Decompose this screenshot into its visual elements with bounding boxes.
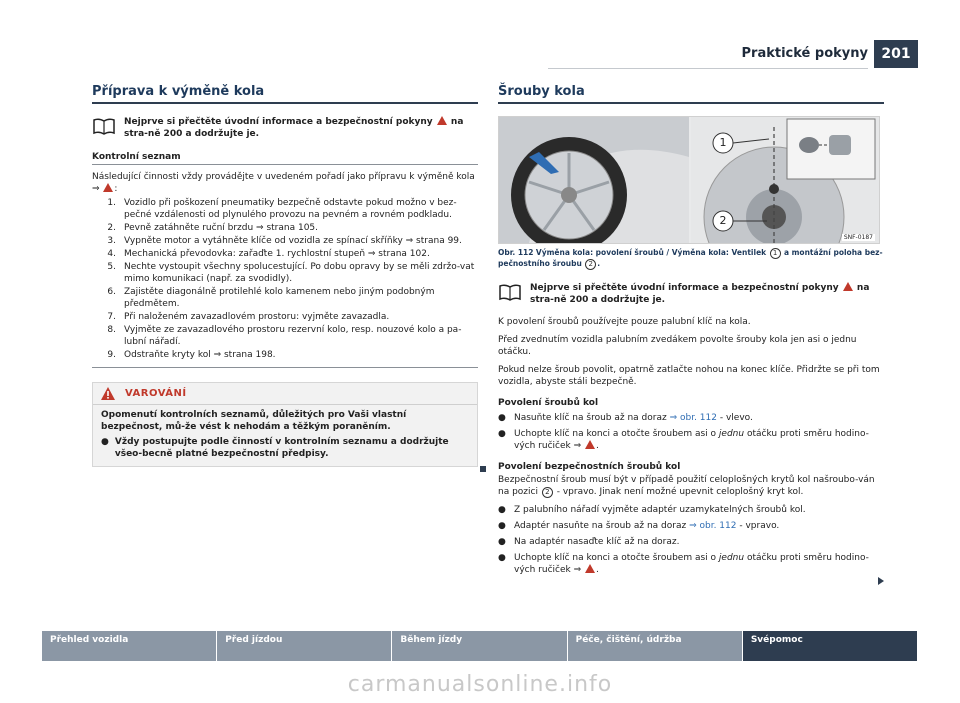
warning-triangle-icon [843,282,853,291]
figure-code: SNF-0187 [843,234,873,241]
section-title-wheel-bolts: Šrouby kola [498,84,884,104]
caption-number-1: 1 [770,248,781,259]
warning-text: Opomenutí kontrolních seznamů, důležitých pro Vaši vlastní bezpečnost, mů-že vést k nehodám a těžkým poraněním. [101,410,407,432]
list-item: ● Uchopte klíč na konci a otočte šroubem asi o jednu otáčku proti směru hodino-vých ručiček ⇒ . [498,429,869,451]
paragraph-1: K povolení šroubů používejte pouze palubní klíč na kola. [498,317,751,327]
step-number: 9. [107,350,116,360]
list-item: ● Adaptér nasuňte na šroub až na doraz ⇒ obr. 112 - vpravo. [498,521,780,531]
warning-bullet: ● Vždy postupujte podle činností v kontrolním seznamu a dodržujte všeo-becně platné bezpečnostní předpisy. [101,437,449,459]
warning-header [93,383,477,405]
position-number-2: 2 [542,487,553,498]
step-number: 6. [107,287,116,297]
step-number: 2. [107,223,116,233]
right-column [498,84,884,576]
paragraph-4: Bezpečnostní šroub musí být v případě použití celoplošných krytů kol našroubo-ván na pozici 2 - vpravo. Jinak není možné upevnit celoplošný kryt kol. [498,475,875,497]
step-text: Nechte vystoupit všechny spolucestující. Po dobu opravy by se měli zdržo-vat mimo komunikaci (např. za svodidly). [124,262,475,284]
wheel-illustration [499,117,879,243]
intro-note-right: Nejprve si přečtěte úvodní informace a bezpečnostní pokyny na stra-ně 200 a dodržujte je. [498,282,884,306]
list-item: ● Na adaptér nasaďte klíč až na doraz. [498,537,680,547]
step-number: 8. [107,325,116,335]
figure-link[interactable]: ⇒ obr. 112 [669,413,717,423]
section-title-wheel-prep: Příprava k výměně kola [92,84,478,104]
footer-tab[interactable]: Svépomoc [743,631,918,661]
warning-body [93,405,477,466]
checklist-end-divider [92,361,478,368]
continue-arrow-icon [878,577,884,585]
figure-caption: Obr. 112 Výměna kola: povolení šroubů / Výměna kola: Ventilek 1 a montážní poloha bez-pečnostního šroubu 2 . [498,248,883,268]
checklist-step [92,349,478,361]
checklist-step [92,324,478,348]
footer-tab[interactable]: Před jízdou [217,631,392,661]
checklist-intro: Následující činnosti vždy provádějte v uvedeném pořadí jako přípravu k výměně kola ⇒ : [92,172,475,194]
footer-tab[interactable]: Péče, čištění, údržba [568,631,743,661]
step-text: Mechanická převodovka: zařaďte 1. rychlostní stupeň ⇒ strana 102. [124,249,430,259]
subheading-security-bolts: Povolení bezpečnostních šroubů kol [498,462,681,472]
step-number: 4. [107,249,116,259]
step-text: Vypněte motor a vytáhněte klíče od vozidla ze spínací skříňky ⇒ strana 99. [124,236,462,246]
step-number: 3. [107,236,116,246]
bullet-dot: ● [101,437,109,447]
note-text: Nejprve si přečtěte úvodní informace a bezpečnostní pokyny [124,117,433,127]
caption-number-2: 2 [585,259,596,270]
figure-link[interactable]: ⇒ obr. 112 [689,521,737,531]
checklist-step [92,311,478,323]
figure-label-2: 2 [719,214,727,227]
checklist-steps [92,197,478,361]
watermark: carmanualsonline.info [347,672,613,697]
paragraph-2: Před zvednutím vozidla palubním zvedákem povolte šrouby kola jen asi o jednu otáčku. [498,335,857,357]
warning-box [92,382,478,467]
step-text: Vozidlo při poškození pneumatiky bezpečně odstavte pokud možno v bez-pečné vzdálenosti od plynulého provozu na pevném a rovném podkladu. [124,198,457,220]
step-text: Pevně zatáhněte ruční brzdu ⇒ strana 105. [124,223,319,233]
checklist-step [92,197,478,221]
checklist-step [92,248,478,260]
header-divider [548,68,868,69]
step-number: 5. [107,262,116,272]
warning-triangle-icon [585,564,595,573]
checklist-step [92,222,478,234]
checklist-step [92,235,478,247]
checklist-step [92,261,478,285]
warning-title: VAROVÁNÍ [125,388,187,399]
step-number: 1. [107,198,116,208]
page-number: 201 [874,40,918,68]
checklist-step [92,286,478,310]
note-text-end: na stra-ně 200 a dodržujte je. [124,117,464,139]
list-item: ● Nasuňte klíč na šroub až na doraz ⇒ obr. 112 - vlevo. [498,413,753,423]
footer-tab[interactable]: Během jízdy [392,631,567,661]
step-number: 7. [107,312,116,322]
footer-nav [42,631,918,661]
subheading-loosen-bolts: Povolení šroubů kol [498,398,599,408]
figure-label-1: 1 [719,136,727,149]
list-item: ● Z palubního nářadí vyjměte adaptér uzamykatelných šroubů kol. [498,505,806,515]
checklist-heading: Kontrolní seznam [92,152,478,165]
step-text: Odstraňte kryty kol ⇒ strana 198. [124,350,276,360]
book-icon [92,116,116,136]
left-column [92,84,478,467]
page-header-title: Praktické pokyny [741,46,868,61]
warning-triangle-icon [585,440,595,449]
figure-112 [498,116,880,244]
warning-triangle-icon [101,387,115,400]
step-text: Vyjměte ze zavazadlového prostoru rezervní kolo, resp. nouzové kolo a pa-lubní nářadí. [124,325,462,347]
step-text: Zajistěte diagonálně protilehlé kolo kamenem nebo jiným podobným předmětem. [124,287,435,309]
intro-note [92,116,478,140]
step-text: Při naloženém zavazadlovém prostoru: vyjměte zavazadla. [124,312,390,322]
section-end-marker [480,466,486,472]
warning-triangle-icon [103,183,113,192]
warning-triangle-icon [437,116,447,125]
paragraph-3: Pokud nelze šroub povolit, opatrně zatlačte nohou na konec klíče. Přidržte se při tom vozidla, abyste stáli bezpečně. [498,365,880,387]
list-item: ● Uchopte klíč na konci a otočte šroubem asi o jednu otáčku proti směru hodino-vých ručiček ⇒ . [498,553,869,575]
footer-tab[interactable]: Přehled vozidla [42,631,217,661]
book-icon [498,282,522,302]
